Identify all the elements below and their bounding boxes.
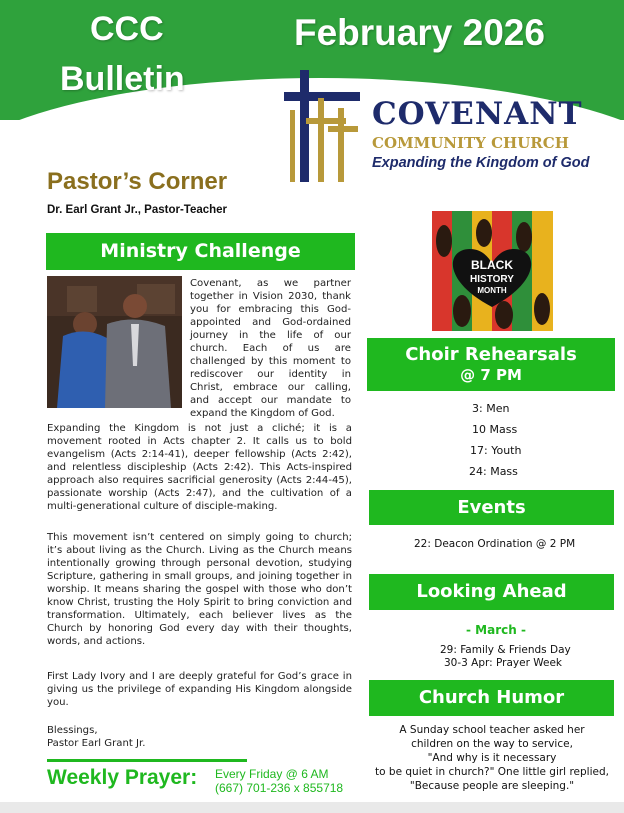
pastor-photo-image [47,276,182,408]
choir-item: 3: Men [472,402,510,415]
weekly-prayer-details [215,767,343,795]
bulletin-date: February 2026 [294,12,545,53]
church-tagline: Expanding the Kingdom of God [372,155,590,171]
church-humor-joke [370,723,614,793]
choir-item: 24: Mass [469,465,518,478]
events-heading: Events [369,490,614,525]
signature-text: Pastor Earl Grant Jr. [47,738,146,749]
pastor-byline: Dr. Earl Grant Jr., Pastor-Teacher [47,204,228,216]
joke-line: to be quiet in church?" One little girl replied, [375,766,609,778]
weekly-prayer-phone: (667) 701-236 x 855718 [215,781,344,795]
church-name: COVENANT [372,96,583,132]
church-subtitle: COMMUNITY CHURCH [372,134,569,152]
looking-ahead-item: 30-3 Apr: Prayer Week [444,657,563,669]
page-bottom-edge [0,802,624,813]
black-history-month-graphic [432,211,553,331]
pastors-corner-heading: Pastor’s Corner [47,168,228,195]
bhm-line-3: MONTH [477,286,507,295]
bhm-line-1: BLACK [471,258,513,272]
choir-rehearsals-heading [367,338,615,391]
ministry-paragraph-1: Covenant, as we partner together in Vision 2030, thank you for embracing this God-appointed and God-ordained journey in the life of our church. Each of us are challenged by this moment to rediscover our identity in Christ, embrace our calling, and accept our mandate to expand the Kingdom of God. [190,278,351,419]
ministry-challenge-heading: Ministry Challenge [46,233,355,270]
looking-ahead-month: - March - [466,623,526,637]
bhm-line-2: HISTORY [470,274,514,285]
church-humor-heading: Church Humor [369,680,614,716]
letter-closing [47,724,247,750]
ministry-paragraph-3: This movement isn’t centered on simply going to church; it’s about living as the Church. Living as the Church means intentionally growing through personal devotion, studying Scripture, gathering in small groups, and joining together in worship. It means sharing the gospel with those who don’t know Christ, trusting the Holy Spirit to bring conviction and transformation. Ultimately, each believer lives as the Church by honoring God every day with their thoughts, words, and actions. [47,532,352,647]
weekly-prayer-label: Weekly Prayer: [47,766,198,789]
choir-item: 10 Mass [472,423,518,436]
joke-line: children on the way to service, [411,738,573,750]
weekly-prayer-divider [47,759,247,762]
choir-title: Choir Rehearsals [405,344,577,365]
choir-item: 17: Youth [470,444,522,457]
joke-line: "Because people are sleeping." [409,780,575,792]
cross-icon [284,70,370,182]
closing-text: Blessings, [47,725,98,736]
ministry-paragraph-4: First Lady Ivory and I are deeply grateful for God’s grace in giving us the privilege of expanding His Kingdom alongside you. [47,671,352,708]
looking-ahead-heading: Looking Ahead [369,574,614,610]
event-item: 22: Deacon Ordination @ 2 PM [414,538,576,550]
looking-ahead-item: 29: Family & Friends Day [440,644,571,656]
pastor-photo [47,276,182,408]
weekly-prayer-schedule: Every Friday @ 6 AM [215,767,329,781]
joke-line: A Sunday school teacher asked her [399,724,585,736]
bulletin-title-ccc: CCC [90,10,164,48]
ministry-paragraph-2: Expanding the Kingdom is not just a cliché; it is a movement rooted in Acts chapter 2. It calls us to bold evangelism (Acts 2:14-41), deeper fellowship (Acts 2:42), and relentless discipleship (Acts 2:42). This Acts-inspired approach also requires sacrificial generosity (Acts 2:44-45), passionate worship (Acts 2:47), and the cultivation of a multi-generational culture of disciple-making. [47,423,352,512]
bulletin-title-bulletin: Bulletin [60,60,185,98]
joke-line: "And why is it necessary [427,752,557,764]
choir-time: @ 7 PM [460,366,522,384]
